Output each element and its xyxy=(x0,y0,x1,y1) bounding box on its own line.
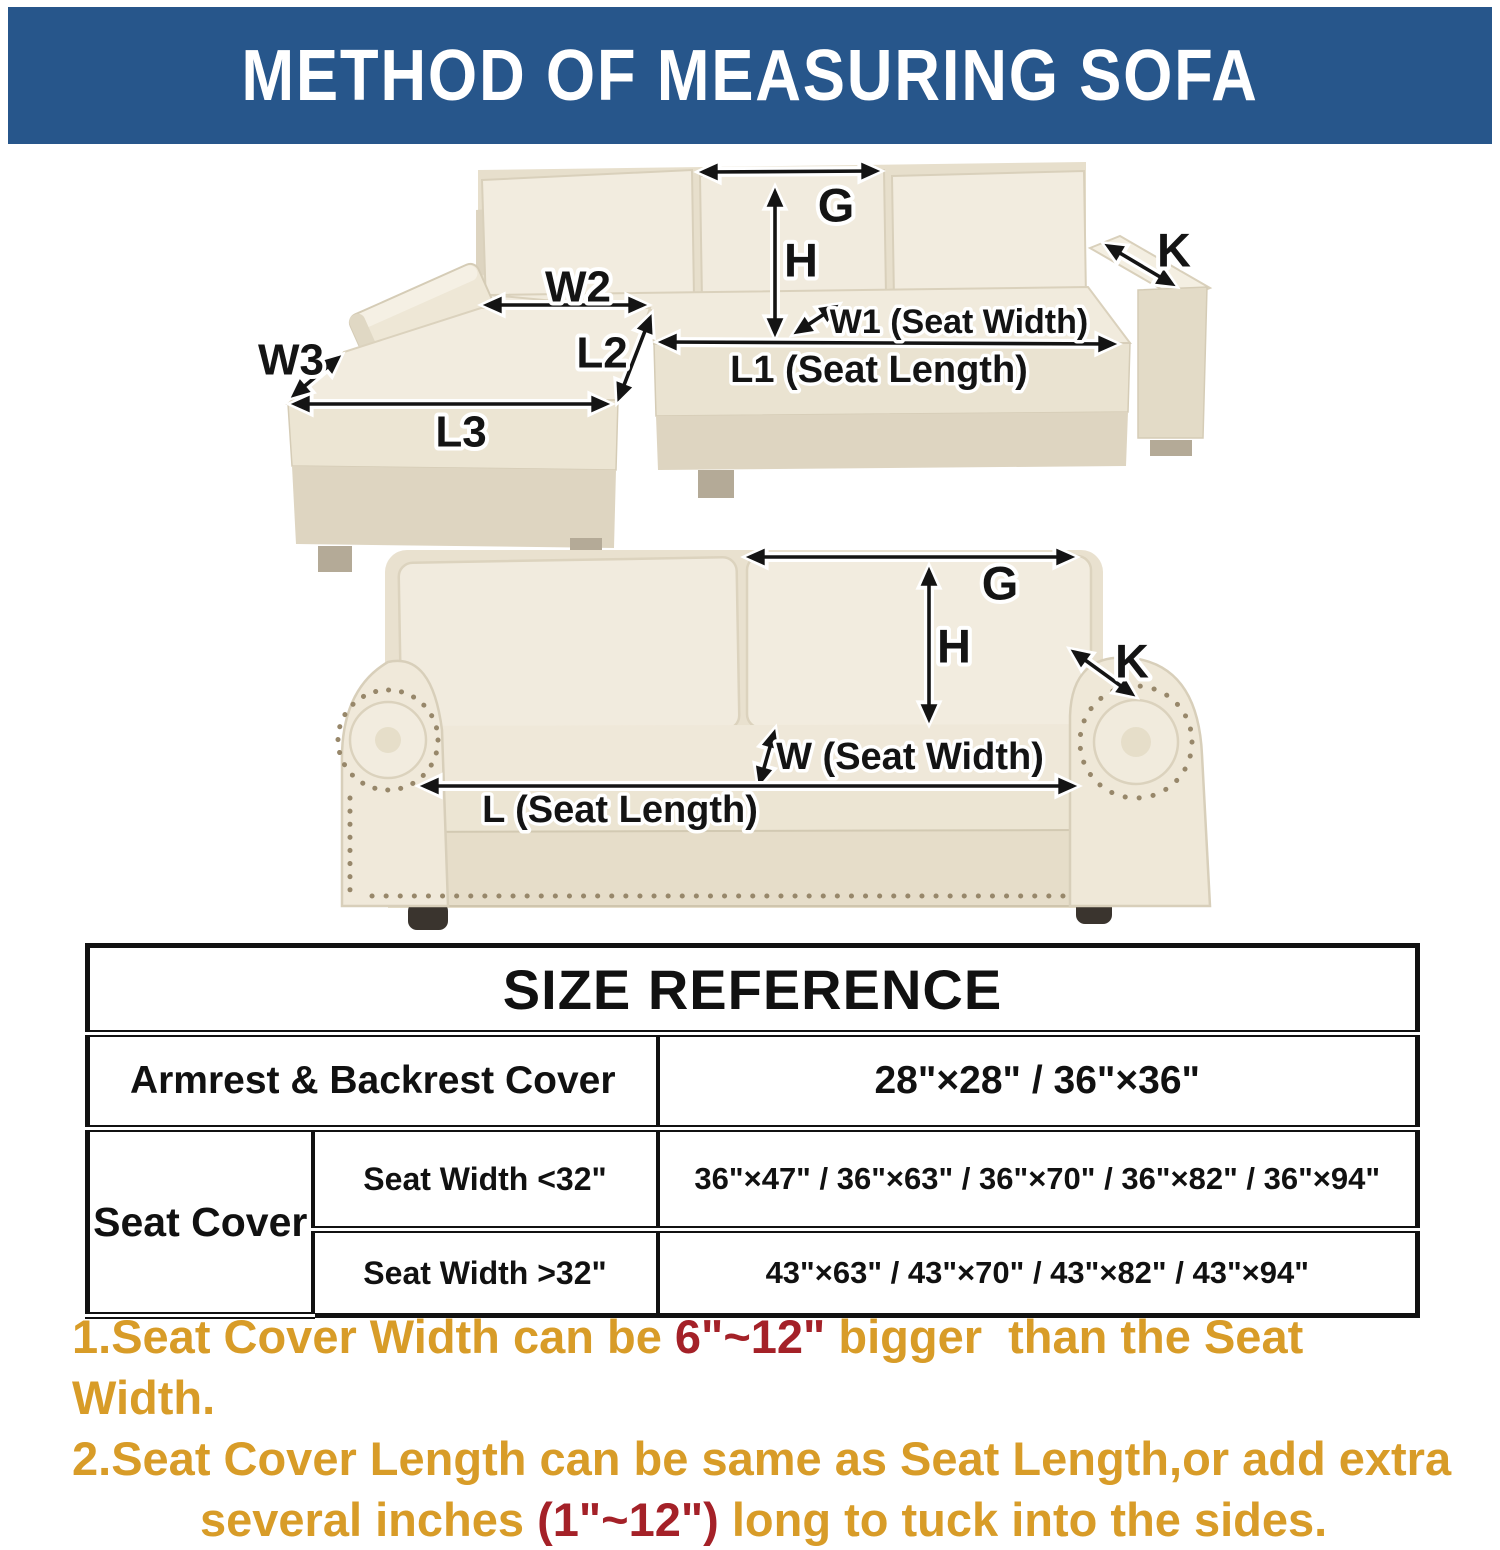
seat-width-small-sizes: 36"×47" / 36"×63" / 36"×70" / 36"×82" / 36"×94" xyxy=(658,1129,1418,1230)
sofa-label-k: K xyxy=(1115,634,1149,688)
sofa-label-g: G xyxy=(981,556,1019,610)
sectional-label-k: K xyxy=(1157,223,1191,277)
size-reference-table xyxy=(85,943,1420,1319)
note-3 xyxy=(72,1489,1452,1550)
sectional-label-w1: W1 (Seat Width) xyxy=(829,303,1089,341)
title-bar xyxy=(8,7,1492,144)
seat-cover-group-label: Seat Cover xyxy=(88,1129,313,1316)
l1-arrow xyxy=(662,342,1113,344)
sectional-label-l1: L1 (Seat Length) xyxy=(730,349,1028,391)
note-2: 2.Seat Cover Length can be same as Seat Length,or add extra xyxy=(72,1432,1452,1485)
table-title: SIZE REFERENCE xyxy=(88,946,1418,1034)
notes xyxy=(72,1306,1452,1550)
table-title-row xyxy=(88,946,1418,1034)
sectional-label-l3: L3 xyxy=(435,407,487,457)
seat-width-small-condition: Seat Width <32" xyxy=(313,1129,658,1230)
sofa-diagram xyxy=(330,540,1240,965)
sectional-label-w2: W2 xyxy=(545,262,611,312)
sofa-label-w: W (Seat Width) xyxy=(776,736,1044,778)
note-3-text-end: long to tuck into the sides. xyxy=(718,1493,1328,1546)
note-1-text-end: bigger than the Seat Width. xyxy=(72,1310,1317,1424)
note-3-text: several inches xyxy=(200,1493,538,1546)
g-arrow-sectional xyxy=(703,171,876,172)
armrest-backrest-row xyxy=(88,1034,1418,1129)
armrest-row-sizes: 28"×28" / 36"×36" xyxy=(658,1034,1418,1129)
sofa-right-armrest xyxy=(1070,657,1210,906)
page-title: METHOD OF MEASURING SOFA xyxy=(241,35,1259,116)
seat-width-large-condition: Seat Width >32" xyxy=(313,1230,658,1316)
sectional-label-w3: W3 xyxy=(258,335,324,385)
seat-width-large-sizes: 43"×63" / 43"×70" / 43"×82" / 43"×94" xyxy=(658,1230,1418,1316)
sectional-label-l2: L2 xyxy=(576,328,628,378)
sofa-label-h: H xyxy=(937,619,971,673)
sofa-label-l: L (Seat Length) xyxy=(482,789,758,831)
seat-cover-row-small xyxy=(88,1129,1418,1230)
note-3-highlight: (1"~12") xyxy=(537,1493,719,1546)
sectional-label-h: H xyxy=(784,233,818,287)
armrest-row-label: Armrest & Backrest Cover xyxy=(88,1034,658,1129)
sectional-label-g: G xyxy=(817,178,855,232)
note-1-text: 1.Seat Cover Width can be xyxy=(72,1310,675,1363)
note-1-highlight: 6"~12" xyxy=(674,1310,826,1363)
note-1 xyxy=(72,1306,1452,1428)
